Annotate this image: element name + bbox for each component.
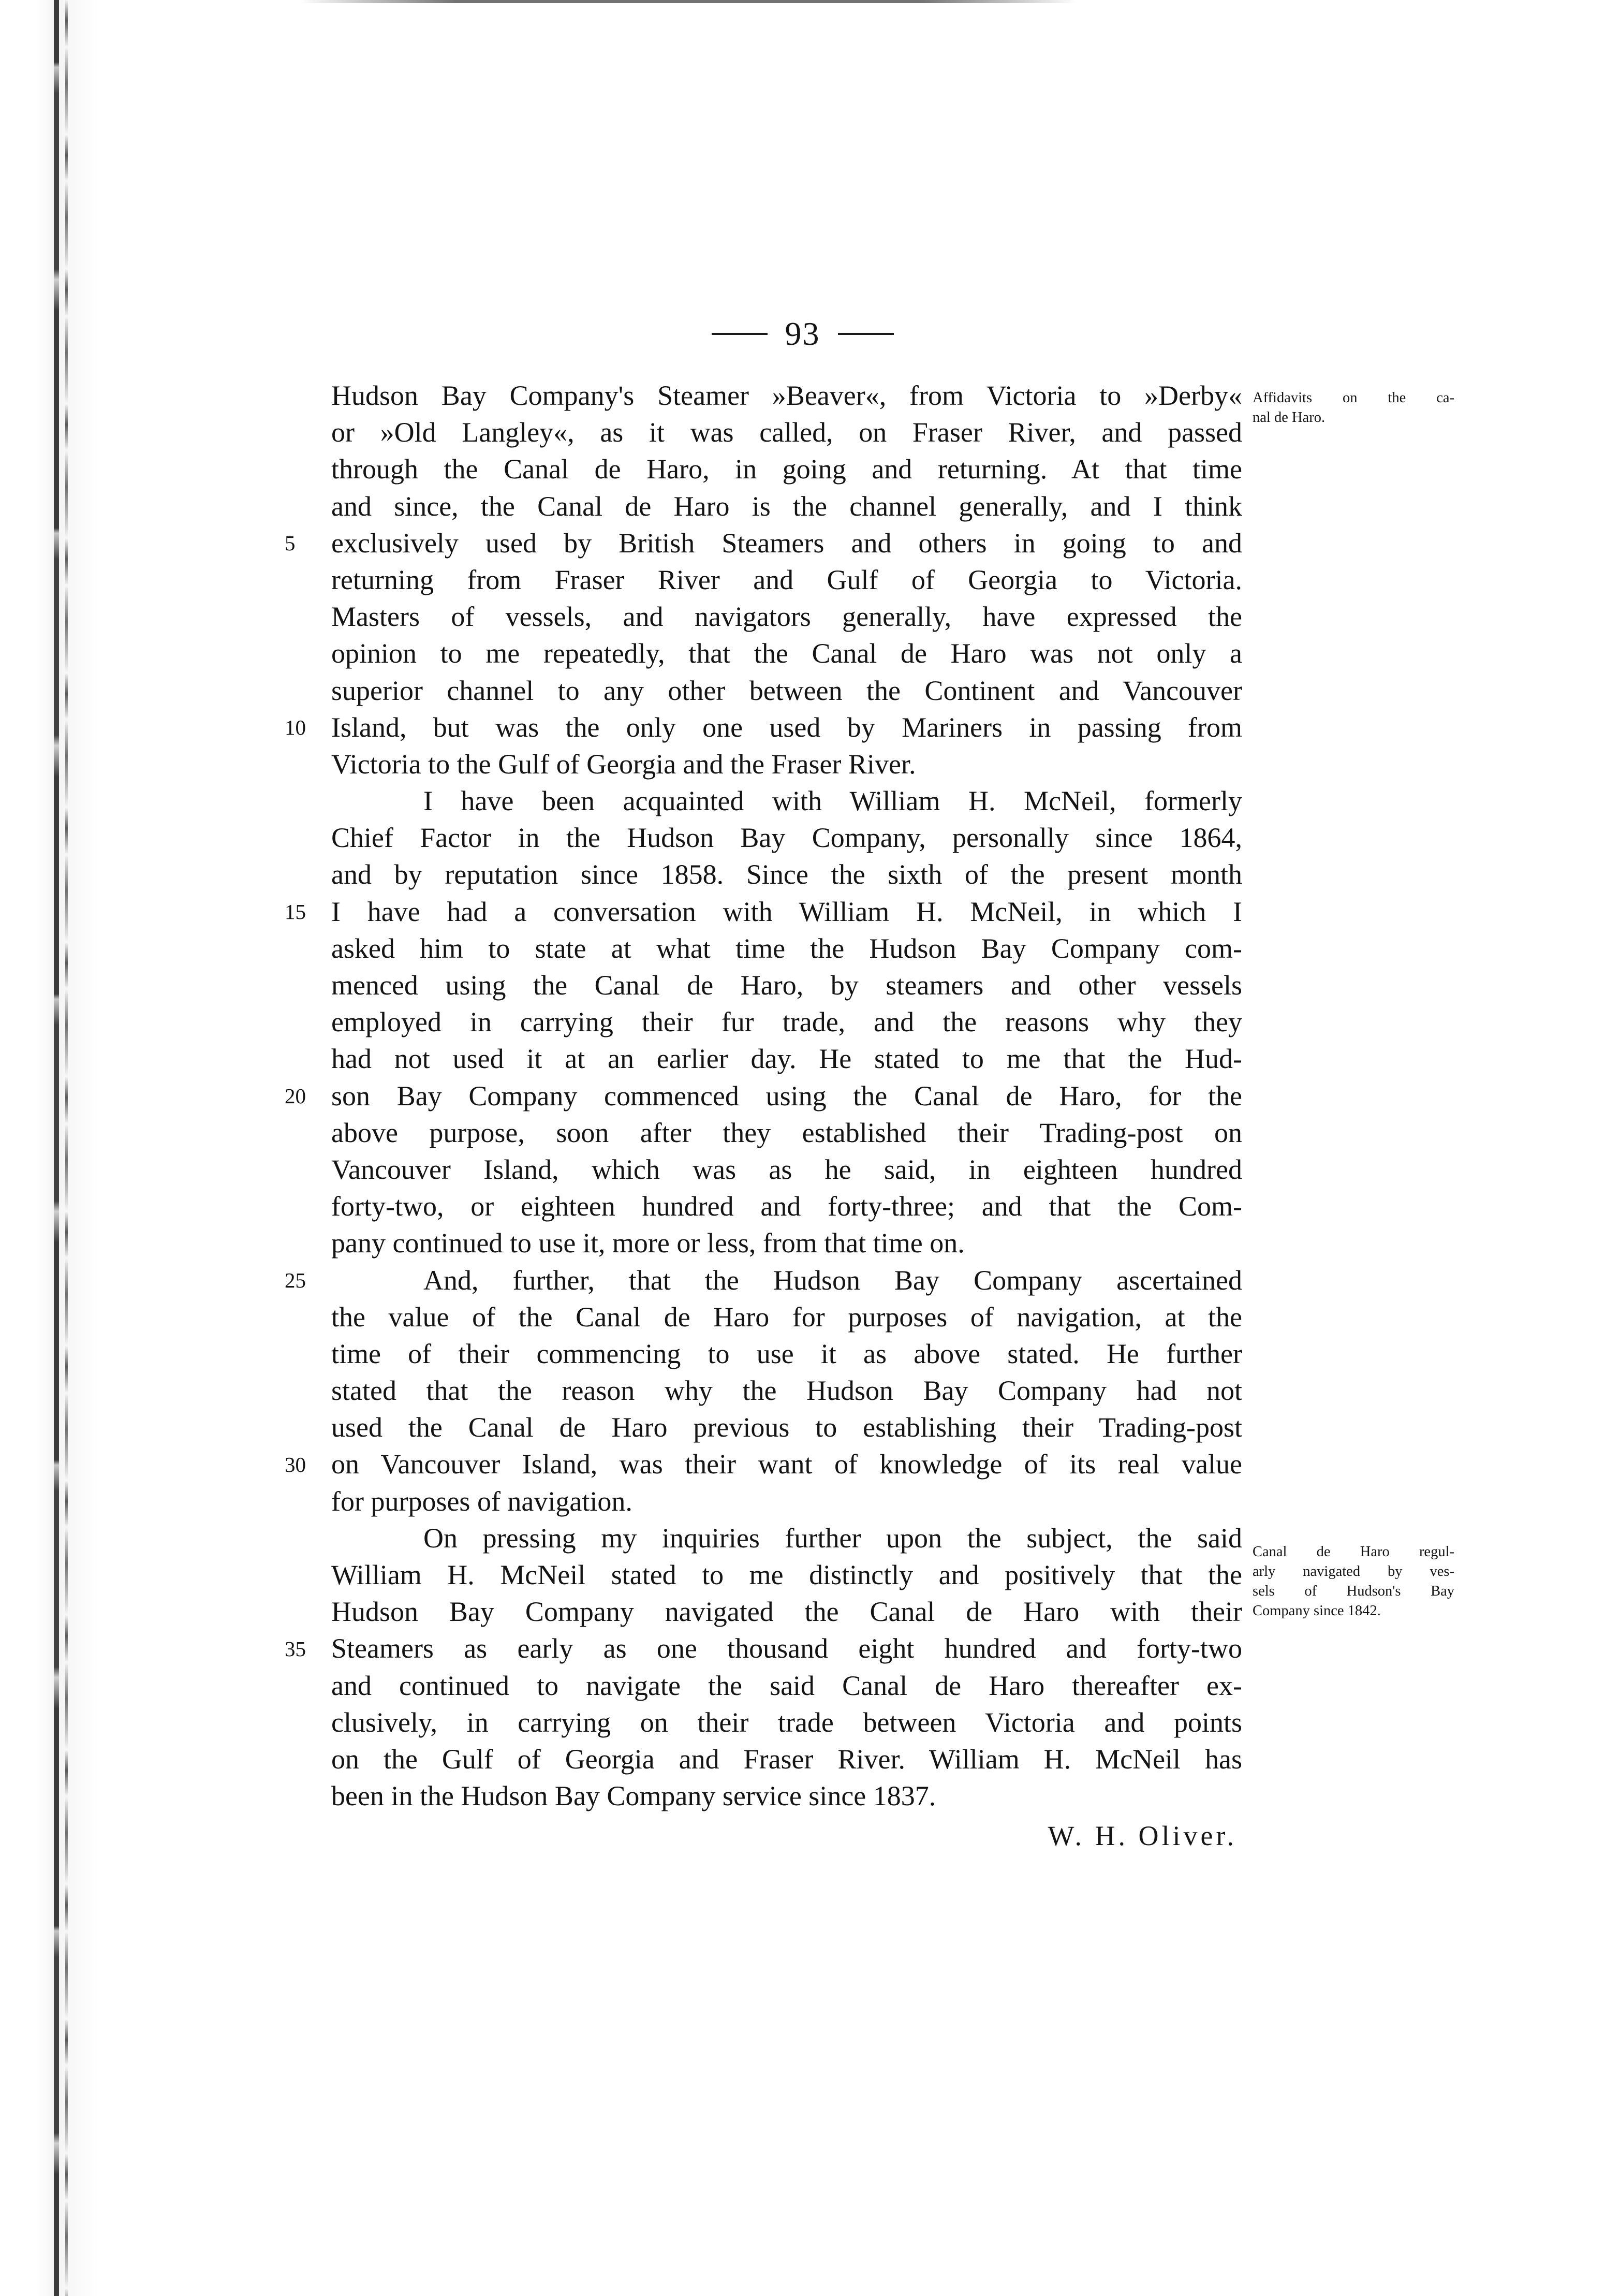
text-line: stated that the reason why the Hudson Bay Company had not [331, 1375, 1242, 1407]
sidenote-line: Canal de Haro regul- [1253, 1544, 1454, 1560]
text-line: or »Old Langley«, as it was called, on Fraser River, and passed [331, 417, 1242, 448]
line-number: 30 [285, 1452, 306, 1476]
text-line: pany continued to use it, more or less, from that time on. [331, 1227, 965, 1259]
text-line: been in the Hudson Bay Company service since 1837. [331, 1780, 936, 1812]
line-number: 5 [285, 531, 296, 555]
text-line: forty-two, or eighteen hundred and forty-three; and that the Com- [331, 1191, 1242, 1222]
sidenote-affidavits [1253, 388, 1454, 428]
text-line: Hudson Bay Company navigated the Canal de Haro with their [331, 1596, 1242, 1628]
text-line: employed in carrying their fur trade, and the reasons why they [331, 1006, 1242, 1038]
sidenote-canal-navigated [1253, 1542, 1454, 1621]
text-line: Masters of vessels, and navigators generally, have expressed the [331, 601, 1242, 633]
text-line: and continued to navigate the said Canal de Haro thereafter ex- [331, 1670, 1242, 1701]
text-line: Victoria to the Gulf of Georgia and the Fraser River. [331, 748, 916, 780]
text-line: son Bay Company commenced using the Canal de Haro, for the [331, 1080, 1242, 1112]
text-line: On pressing my inquiries further upon the subject, the said [423, 1522, 1242, 1554]
sidenote-line: Affidavits on the ca- [1253, 390, 1454, 406]
text-line: and by reputation since 1858. Since the sixth of the present month [331, 859, 1242, 890]
text-line: on Vancouver Island, was their want of knowledge of its real value [331, 1449, 1242, 1480]
page-number: 93 [785, 315, 820, 352]
text-line: superior channel to any other between the Continent and Vancouver [331, 675, 1242, 706]
text-line: clusively, in carrying on their trade between Victoria and points [331, 1706, 1242, 1738]
text-line: on the Gulf of Georgia and Fraser River. William H. McNeil has [331, 1743, 1242, 1775]
text-line: asked him to state at what time the Hudson Bay Company com- [331, 932, 1242, 964]
text-line: for purposes of navigation. [331, 1485, 632, 1517]
text-line: opinion to me repeatedly, that the Canal de Haro was not only a [331, 638, 1242, 669]
body-text [331, 377, 1242, 1855]
line-number: 10 [285, 715, 306, 739]
page-header [0, 308, 1605, 360]
text-line: Island, but was the only one used by Mariners in passing from [331, 711, 1242, 743]
text-line: menced using the Canal de Haro, by steamers and other vessels [331, 970, 1242, 1001]
line-number: 20 [285, 1084, 306, 1108]
text-line: I have had a conversation with William H. McNeil, in which I [331, 896, 1242, 927]
text-line: through the Canal de Haro, in going and returning. At that time [331, 454, 1242, 485]
text-line: returning from Fraser River and Gulf of Georgia to Victoria. [331, 564, 1242, 595]
text-line: above purpose, soon after they established their Trading-post on [331, 1117, 1242, 1148]
text-line: the value of the Canal de Haro for purposes of navigation, at the [331, 1301, 1242, 1333]
text-line: exclusively used by British Steamers and others in going to and [331, 527, 1242, 559]
text-line: Hudson Bay Company's Steamer »Beaver«, from Victoria to »Derby« [331, 380, 1242, 411]
header-dash-right [838, 333, 894, 335]
header-dash-left [712, 333, 768, 335]
text-line: And, further, that the Hudson Bay Company ascertained [423, 1264, 1242, 1296]
line-number: 25 [285, 1268, 306, 1292]
sidenote-line: nal de Haro. [1253, 410, 1326, 426]
text-line: Steamers as early as one thousand eight hundred and forty-two [331, 1633, 1242, 1664]
text-line: and since, the Canal de Haro is the channel generally, and I think [331, 490, 1242, 522]
top-scan-edge [300, 0, 1077, 3]
text-line: had not used it at an earlier day. He stated to me that the Hud- [331, 1043, 1242, 1075]
text-line: time of their commencing to use it as above stated. He further [331, 1338, 1242, 1369]
text-line: used the Canal de Haro previous to establishing their Trading-post [331, 1412, 1242, 1443]
text-line: I have been acquainted with William H. McNeil, formerly [423, 785, 1242, 817]
sidenote-line: arly navigated by ves- [1253, 1563, 1454, 1580]
line-number: 35 [285, 1636, 306, 1661]
sidenote-line: Company since 1842. [1253, 1603, 1381, 1619]
text-line: William H. McNeil stated to me distinctly and positively that the [331, 1559, 1242, 1590]
sidenote-line: sels of Hudson's Bay [1253, 1583, 1454, 1599]
signature: W. H. Oliver. [1048, 1820, 1237, 1852]
line-number: 15 [285, 899, 306, 924]
text-line: Chief Factor in the Hudson Bay Company, personally since 1864, [331, 822, 1242, 854]
text-line: Vancouver Island, which was as he said, in eighteen hundred [331, 1153, 1242, 1185]
